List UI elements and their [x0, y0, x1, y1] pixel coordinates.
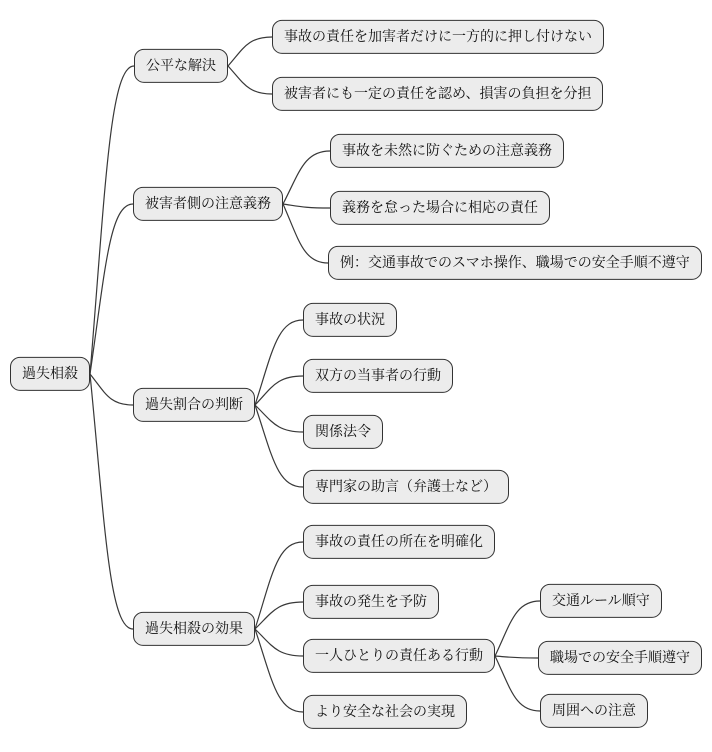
mindmap-edge	[495, 601, 540, 656]
mindmap-edge	[90, 374, 133, 629]
mindmap-node-effect-3-3: 周囲への注意	[540, 694, 648, 728]
mindmap-edge	[255, 405, 303, 487]
mindmap-node-ratio-3: 関係法令	[303, 415, 383, 449]
mindmap-node-duty-3: 例：交通事故でのスマホ操作、職場での安全手順不遵守	[328, 246, 702, 280]
mindmap-edge	[495, 656, 540, 711]
mindmap-node-duty-1: 事故を未然に防ぐための注意義務	[330, 134, 564, 168]
mindmap-node-effect-4: より安全な社会の実現	[303, 695, 467, 729]
mindmap-edge	[255, 320, 303, 405]
mindmap-node-duty: 被害者側の注意義務	[133, 187, 283, 221]
mindmap-node-effect-3-2: 職場での安全手順遵守	[538, 641, 702, 675]
mindmap-edge	[283, 151, 330, 204]
mindmap-node-duty-2: 義務を怠った場合に相応の責任	[330, 191, 550, 225]
mindmap-edge	[90, 374, 133, 405]
mindmap-edge	[255, 542, 303, 629]
mindmap-node-effect-1: 事故の責任の所在を明確化	[303, 525, 495, 559]
mindmap-node-effect-3: 一人ひとりの責任ある行動	[303, 639, 495, 673]
mindmap-node-effect-2: 事故の発生を予防	[303, 585, 439, 619]
mindmap-node-ratio-4: 専門家の助言（弁護士など）	[303, 470, 509, 504]
mindmap-node-ratio: 過失割合の判断	[133, 388, 255, 422]
mindmap-node-root: 過失相殺	[10, 357, 90, 391]
mindmap-node-ratio-1: 事故の状況	[303, 303, 397, 337]
mindmap-edge	[283, 204, 328, 263]
mindmap-node-fair: 公平な解決	[134, 49, 228, 83]
mindmap-edge	[283, 204, 330, 208]
mindmap-edge	[495, 656, 538, 658]
mindmap-node-effect: 過失相殺の効果	[133, 612, 255, 646]
mindmap-node-effect-3-1: 交通ルール順守	[540, 584, 662, 618]
mindmap-node-ratio-2: 双方の当事者の行動	[303, 359, 453, 393]
mindmap-edge	[228, 66, 272, 94]
mindmap-edge	[255, 629, 303, 712]
mindmap-edge	[228, 37, 272, 66]
mindmap-node-fair-1: 事故の責任を加害者だけに一方的に押し付けない	[272, 20, 604, 54]
mindmap-node-fair-2: 被害者にも一定の責任を認め、損害の負担を分担	[272, 77, 603, 111]
